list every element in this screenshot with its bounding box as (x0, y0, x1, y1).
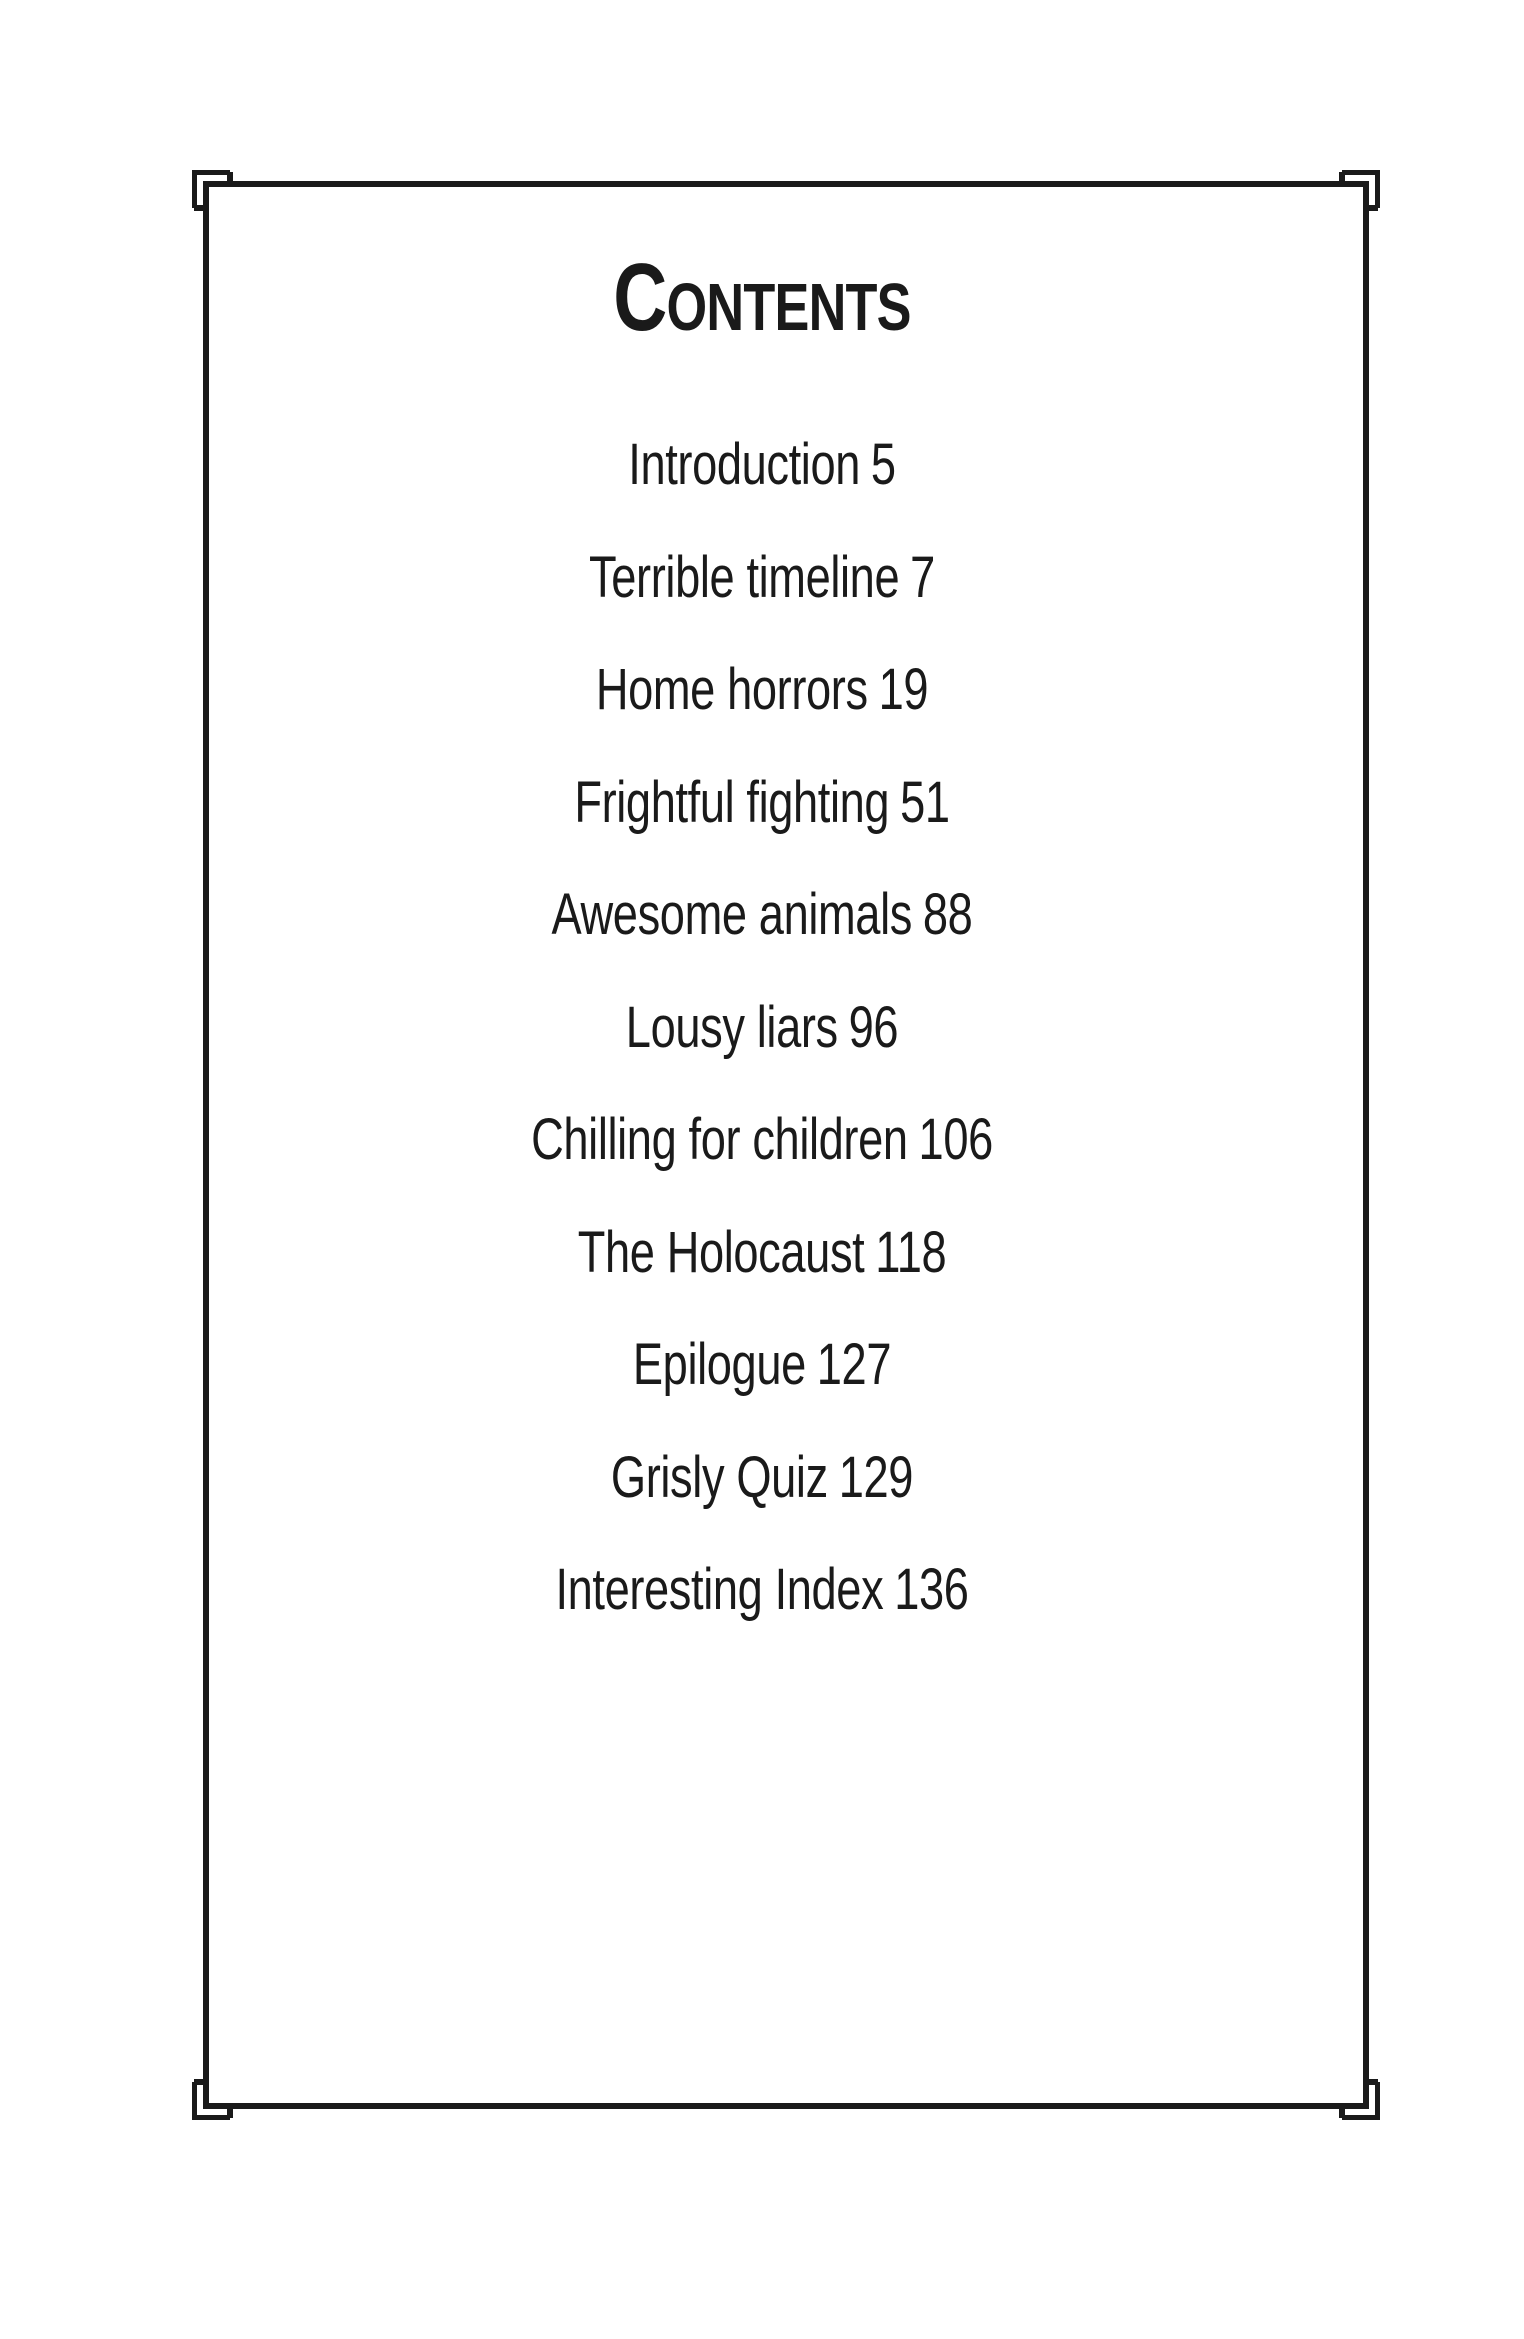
toc-entry (168, 543, 1357, 656)
toc-entry-page-number: 129 (838, 1444, 914, 1510)
toc-entry-label: Home horrors (595, 657, 868, 722)
toc-entry-label: Introduction (628, 432, 861, 497)
toc-entry-label: The Holocaust (577, 1219, 865, 1285)
toc-entry (168, 1555, 1357, 1668)
toc-entry-page-number: 19 (878, 657, 929, 722)
toc-entry-page-number: 127 (816, 1332, 892, 1397)
toc-entry (168, 1218, 1357, 1331)
toc-entry (168, 655, 1357, 768)
toc-entry-label: Epilogue (632, 1332, 806, 1397)
toc-entry (168, 1330, 1357, 1443)
toc-entry-label: Lousy liars (625, 994, 838, 1060)
toc-entry (168, 1105, 1357, 1218)
toc-entry (168, 993, 1357, 1106)
toc-entry-page-number: 96 (848, 994, 899, 1060)
toc-entry (168, 880, 1357, 993)
page-title: Contents (613, 244, 911, 351)
toc-entry-page-number: 106 (918, 1107, 993, 1172)
toc-entry (168, 430, 1357, 543)
toc-entry-label: Grisly Quiz (610, 1444, 828, 1510)
toc-entry-page-number: 51 (900, 769, 950, 835)
toc-entry-page-number: 136 (894, 1557, 969, 1622)
toc-entry (168, 768, 1357, 881)
toc-entry-page-number: 88 (922, 882, 973, 947)
toc-entry-label: Frightful fighting (574, 769, 890, 835)
toc-entry-label: Terrible timeline (589, 544, 900, 610)
toc-entry-page-number: 7 (910, 544, 935, 610)
toc-entry-page-number: 5 (870, 432, 896, 497)
toc-entry-label: Interesting Index (555, 1557, 884, 1622)
toc-entry-label: Chilling for children (531, 1107, 908, 1172)
table-of-contents (0, 430, 1524, 1668)
toc-entry (168, 1443, 1357, 1556)
toc-entry-label: Awesome animals (551, 882, 912, 947)
toc-entry-page-number: 118 (875, 1219, 947, 1285)
